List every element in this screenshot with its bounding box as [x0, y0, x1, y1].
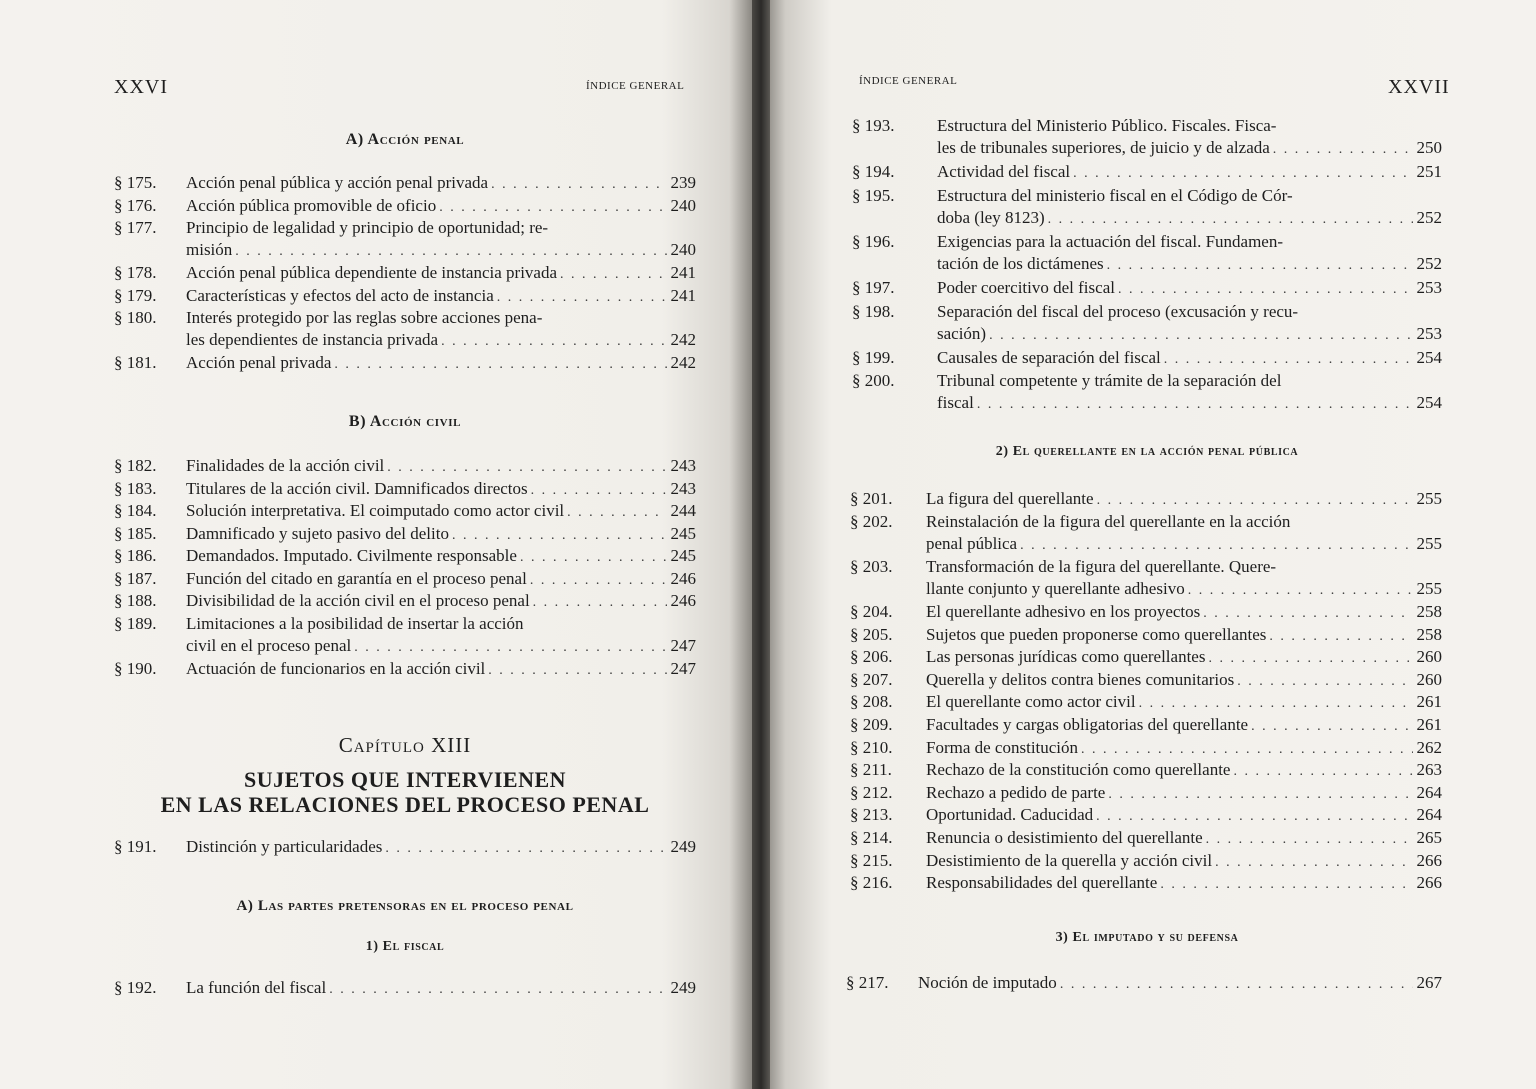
- dot-leader: [452, 525, 667, 547]
- section-number: § 178.: [114, 263, 157, 282]
- chapter-label: Capítulo XIII: [338, 733, 472, 757]
- dot-leader: [491, 174, 667, 196]
- dot-leader: [1164, 349, 1413, 371]
- page-number: 264: [1416, 782, 1442, 802]
- entry-title-line: penal pública: [926, 533, 1018, 553]
- section-number: § 196.: [852, 232, 895, 251]
- page-number: 240: [670, 195, 696, 215]
- entry-title-line: Forma de constitución: [926, 737, 1079, 757]
- section-number: § 180.: [114, 308, 157, 327]
- entry-title-line: La función del fiscal: [186, 978, 327, 997]
- dot-leader: [520, 547, 667, 569]
- section-number: § 202.: [850, 511, 893, 531]
- dot-leader: [989, 325, 1413, 347]
- section-number: § 175.: [114, 173, 157, 192]
- dot-leader: [1081, 739, 1413, 761]
- page-number: 258: [1416, 602, 1442, 621]
- section-number: § 185.: [114, 523, 157, 543]
- page-number: 255: [1416, 578, 1442, 598]
- entry-title-line: Acción penal pública dependiente de instancia privada: [186, 263, 558, 282]
- dot-leader: [334, 354, 667, 376]
- dot-leader: [1188, 580, 1413, 602]
- left-page: [0, 0, 752, 1089]
- entry-title-line: Tribunal competente y trámite de la separación del: [937, 371, 1282, 391]
- section-heading-partes-pretensoras: A) Las partes pretensoras en el proceso penal: [236, 898, 574, 914]
- entry-title-line: Transformación de la figura del querellante. Quere-: [926, 556, 1277, 576]
- page-number: 253: [1416, 323, 1442, 343]
- dot-leader: [560, 264, 667, 286]
- page-number: 244: [670, 501, 696, 520]
- section-number: § 193.: [852, 116, 895, 135]
- entry-title-line: Exigencias para la actuación del fiscal. Fundamen-: [937, 232, 1283, 251]
- section-number: § 200.: [852, 371, 895, 391]
- entry-title-line: les dependientes de instancia privada: [186, 330, 439, 349]
- left-running-head: ÍNDICE GENERAL: [586, 80, 685, 92]
- section-number: § 190.: [114, 658, 157, 678]
- page-number: 245: [670, 523, 696, 543]
- entry-title-line: Finalidades de la acción civil: [186, 456, 385, 475]
- page-number: 249: [670, 837, 696, 856]
- section-number: § 208.: [850, 692, 893, 712]
- section-number: § 176.: [114, 195, 157, 215]
- entry-title-line: Función del citado en garantía en el proceso penal: [186, 568, 527, 588]
- section-number: § 183.: [114, 478, 157, 498]
- page-number: 262: [1416, 737, 1442, 757]
- page-number: 265: [1416, 828, 1442, 847]
- dot-leader: [1269, 626, 1413, 648]
- dot-leader: [530, 570, 667, 592]
- entry-title-line: Damnificado y sujeto pasivo del delito: [186, 523, 449, 543]
- section-number: § 191.: [114, 837, 157, 856]
- page-number: 266: [1416, 873, 1442, 893]
- right-running-head: ÍNDICE GENERAL: [859, 75, 958, 87]
- page-number: 243: [670, 478, 696, 498]
- section-number: § 182.: [114, 456, 157, 475]
- dot-leader: [1251, 716, 1413, 738]
- entry-title-line: Querella y delitos contra bienes comunitarios: [926, 669, 1235, 689]
- entry-title-line: Actividad del fiscal: [937, 162, 1071, 182]
- dot-leader: [387, 457, 667, 479]
- section-number: § 197.: [852, 278, 895, 298]
- dot-leader: [235, 241, 667, 263]
- section-number: § 198.: [852, 301, 895, 321]
- page-number: 267: [1416, 973, 1442, 992]
- entry-title-line: Demandados. Imputado. Civilmente responsable: [186, 546, 517, 565]
- page-number: 246: [670, 591, 696, 610]
- dot-leader: [329, 979, 667, 1001]
- subsection-heading-querellante: 2) El querellante en la acción penal pública: [995, 444, 1299, 459]
- dot-leader: [1215, 852, 1413, 874]
- entry-title-line: Rechazo de la constitución como querellante: [926, 760, 1231, 780]
- section-number: § 216.: [850, 873, 893, 893]
- dot-leader: [1206, 829, 1413, 851]
- dot-leader: [1139, 693, 1413, 715]
- page-number: 249: [670, 978, 696, 997]
- entry-title-line: Facultades y cargas obligatorias del querellante: [926, 715, 1249, 734]
- page-number: 258: [1416, 624, 1442, 644]
- section-number: § 188.: [114, 591, 157, 610]
- section-number: § 214.: [850, 828, 893, 847]
- page-number: 250: [1416, 138, 1442, 157]
- section-number: § 207.: [850, 669, 893, 689]
- section-number: § 187.: [114, 568, 157, 588]
- page-number: 240: [670, 240, 696, 259]
- entry-title-line: Causales de separación del fiscal: [937, 348, 1161, 367]
- section-number: § 206.: [850, 647, 893, 667]
- dot-leader: [354, 637, 667, 659]
- section-heading-accion-penal: A) Acción penal: [345, 131, 465, 148]
- entry-title-line: La figura del querellante: [926, 489, 1094, 508]
- chapter-title-line-1: SUJETOS QUE INTERVIENEN: [243, 767, 567, 792]
- entry-title-line: Reinstalación de la figura del querellante en la acción: [926, 511, 1291, 531]
- entry-title-line: Oportunidad. Caducidad: [926, 805, 1094, 825]
- dot-leader: [1020, 535, 1413, 557]
- entry-title-line: civil en el proceso penal: [186, 635, 352, 655]
- entry-title-line: sación): [937, 323, 987, 343]
- page-number: 254: [1416, 348, 1442, 367]
- page-number: 252: [1416, 207, 1442, 227]
- section-number: § 212.: [850, 782, 893, 802]
- book-gutter: [752, 0, 770, 1089]
- dot-leader: [977, 394, 1413, 416]
- page-number: 242: [670, 330, 696, 349]
- dot-leader: [488, 660, 667, 682]
- section-number: § 181.: [114, 353, 157, 372]
- section-number: § 184.: [114, 501, 157, 520]
- section-number: § 199.: [852, 348, 895, 367]
- dot-leader: [439, 197, 667, 219]
- page-number: 260: [1416, 647, 1442, 667]
- dot-leader: [1096, 806, 1413, 828]
- dot-leader: [531, 480, 667, 502]
- entry-title-line: Titulares de la acción civil. Damnificados directos: [186, 478, 528, 498]
- page-number: 242: [670, 353, 696, 372]
- page-number: 245: [670, 546, 696, 565]
- page-number: 255: [1416, 533, 1442, 553]
- dot-leader: [1107, 255, 1413, 277]
- section-heading-accion-civil: B) Acción civil: [348, 413, 462, 430]
- chapter-title-line-2: EN LAS RELACIONES DEL PROCESO PENAL: [160, 792, 650, 817]
- dot-leader: [1273, 139, 1413, 161]
- entry-title-line: misión: [186, 240, 233, 259]
- section-number: § 203.: [850, 556, 893, 576]
- dot-leader: [1108, 784, 1413, 806]
- entry-title-line: Principio de legalidad y principio de oportunidad; re-: [186, 218, 549, 237]
- page-number: 266: [1416, 850, 1442, 870]
- section-number: § 195.: [852, 185, 895, 205]
- dot-leader: [1097, 490, 1413, 512]
- dot-leader: [441, 331, 667, 353]
- section-number: § 201.: [850, 489, 893, 508]
- dot-leader: [1160, 874, 1413, 896]
- section-number: § 192.: [114, 978, 157, 997]
- page-number: 241: [670, 285, 696, 305]
- dot-leader: [1233, 761, 1413, 783]
- entry-title-line: Acción pública promovible de oficio: [186, 195, 437, 215]
- entry-title-line: Distinción y particularidades: [186, 837, 383, 856]
- entry-title-line: les de tribunales superiores, de juicio y de alzada: [937, 138, 1270, 157]
- entry-title-line: Sujetos que pueden proponerse como querellantes: [926, 624, 1267, 644]
- dot-leader: [1048, 209, 1413, 231]
- entry-title-line: Estructura del Ministerio Público. Fiscales. Fisca-: [937, 116, 1277, 135]
- section-number: § 179.: [114, 285, 157, 305]
- subsection-heading-imputado: 3) El imputado y su defensa: [1055, 930, 1239, 945]
- page-number: 241: [670, 263, 696, 282]
- section-number: § 213.: [850, 805, 893, 825]
- dot-leader: [385, 838, 667, 860]
- page-number: 253: [1416, 278, 1442, 298]
- page-number: 261: [1416, 715, 1442, 734]
- page-number: 254: [1416, 393, 1442, 413]
- dot-leader: [567, 502, 667, 524]
- entry-title-line: Divisibilidad de la acción civil en el proceso penal: [186, 591, 530, 610]
- dot-leader: [1237, 671, 1413, 693]
- entry-title-line: Limitaciones a la posibilidad de insertar la acción: [186, 613, 524, 633]
- right-folio: XXVII: [1388, 76, 1450, 98]
- right-page: [770, 0, 1536, 1089]
- page-number: 264: [1416, 805, 1442, 825]
- section-number: § 209.: [850, 715, 893, 734]
- entry-title-line: Interés protegido por las reglas sobre acciones pena-: [186, 308, 543, 327]
- section-number: § 215.: [850, 850, 893, 870]
- dot-leader: [1118, 279, 1413, 301]
- entry-title-line: Solución interpretativa. El coimputado como actor civil: [186, 501, 565, 520]
- section-number: § 189.: [114, 613, 157, 633]
- entry-title-line: doba (ley 8123): [937, 207, 1045, 227]
- page-number: 246: [670, 568, 696, 588]
- entry-title-line: llante conjunto y querellante adhesivo: [926, 578, 1185, 598]
- section-number: § 177.: [114, 218, 157, 237]
- page-number: 247: [670, 635, 696, 655]
- page-number: 255: [1416, 489, 1442, 508]
- page-number: 247: [670, 658, 696, 678]
- entry-title-line: Separación del fiscal del proceso (excusación y recu-: [937, 301, 1299, 321]
- page-number: 263: [1416, 760, 1442, 780]
- section-number: § 204.: [850, 602, 893, 621]
- entry-title-line: Poder coercitivo del fiscal: [937, 278, 1115, 298]
- section-number: § 217.: [846, 973, 889, 992]
- entry-title-line: El querellante adhesivo en los proyectos: [926, 602, 1201, 621]
- dot-leader: [1203, 603, 1413, 625]
- page-number: 260: [1416, 669, 1442, 689]
- section-number: § 211.: [850, 760, 892, 780]
- entry-title-line: tación de los dictámenes: [937, 254, 1104, 273]
- page-number: 251: [1416, 162, 1442, 182]
- entry-title-line: Acción penal pública y acción penal privada: [186, 173, 489, 192]
- page-number: 261: [1416, 692, 1442, 712]
- entry-title-line: Responsabilidades del querellante: [926, 873, 1158, 893]
- section-number: § 205.: [850, 624, 893, 644]
- dot-leader: [533, 592, 667, 614]
- entry-title-line: Características y efectos del acto de instancia: [186, 285, 494, 305]
- entry-title-line: Actuación de funcionarios en la acción civil: [186, 658, 486, 678]
- entry-title-line: Las personas jurídicas como querellantes: [926, 647, 1206, 667]
- entry-title-line: Estructura del ministerio fiscal en el Código de Cór-: [937, 185, 1293, 205]
- entry-title-line: Noción de imputado: [918, 973, 1057, 992]
- dot-leader: [1073, 163, 1413, 185]
- page-number: 252: [1416, 254, 1442, 273]
- entry-title-line: Rechazo a pedido de parte: [926, 782, 1106, 802]
- dot-leader: [497, 287, 667, 309]
- entry-title-line: fiscal: [937, 393, 974, 413]
- dot-leader: [1208, 648, 1413, 670]
- dot-leader: [1060, 974, 1413, 996]
- page-number: 239: [670, 173, 696, 192]
- entry-title-line: Renuncia o desistimiento del querellante: [926, 828, 1203, 847]
- page-number: 243: [670, 456, 696, 475]
- entry-title-line: El querellante como actor civil: [926, 692, 1136, 712]
- section-number: § 186.: [114, 546, 157, 565]
- entry-title-line: Desistimiento de la querella y acción civil: [926, 850, 1213, 870]
- left-folio: XXVI: [114, 76, 168, 98]
- entry-title-line: Acción penal privada: [186, 353, 332, 372]
- section-number: § 194.: [852, 162, 895, 182]
- subsection-heading-fiscal: 1) El fiscal: [365, 939, 445, 954]
- section-number: § 210.: [850, 737, 893, 757]
